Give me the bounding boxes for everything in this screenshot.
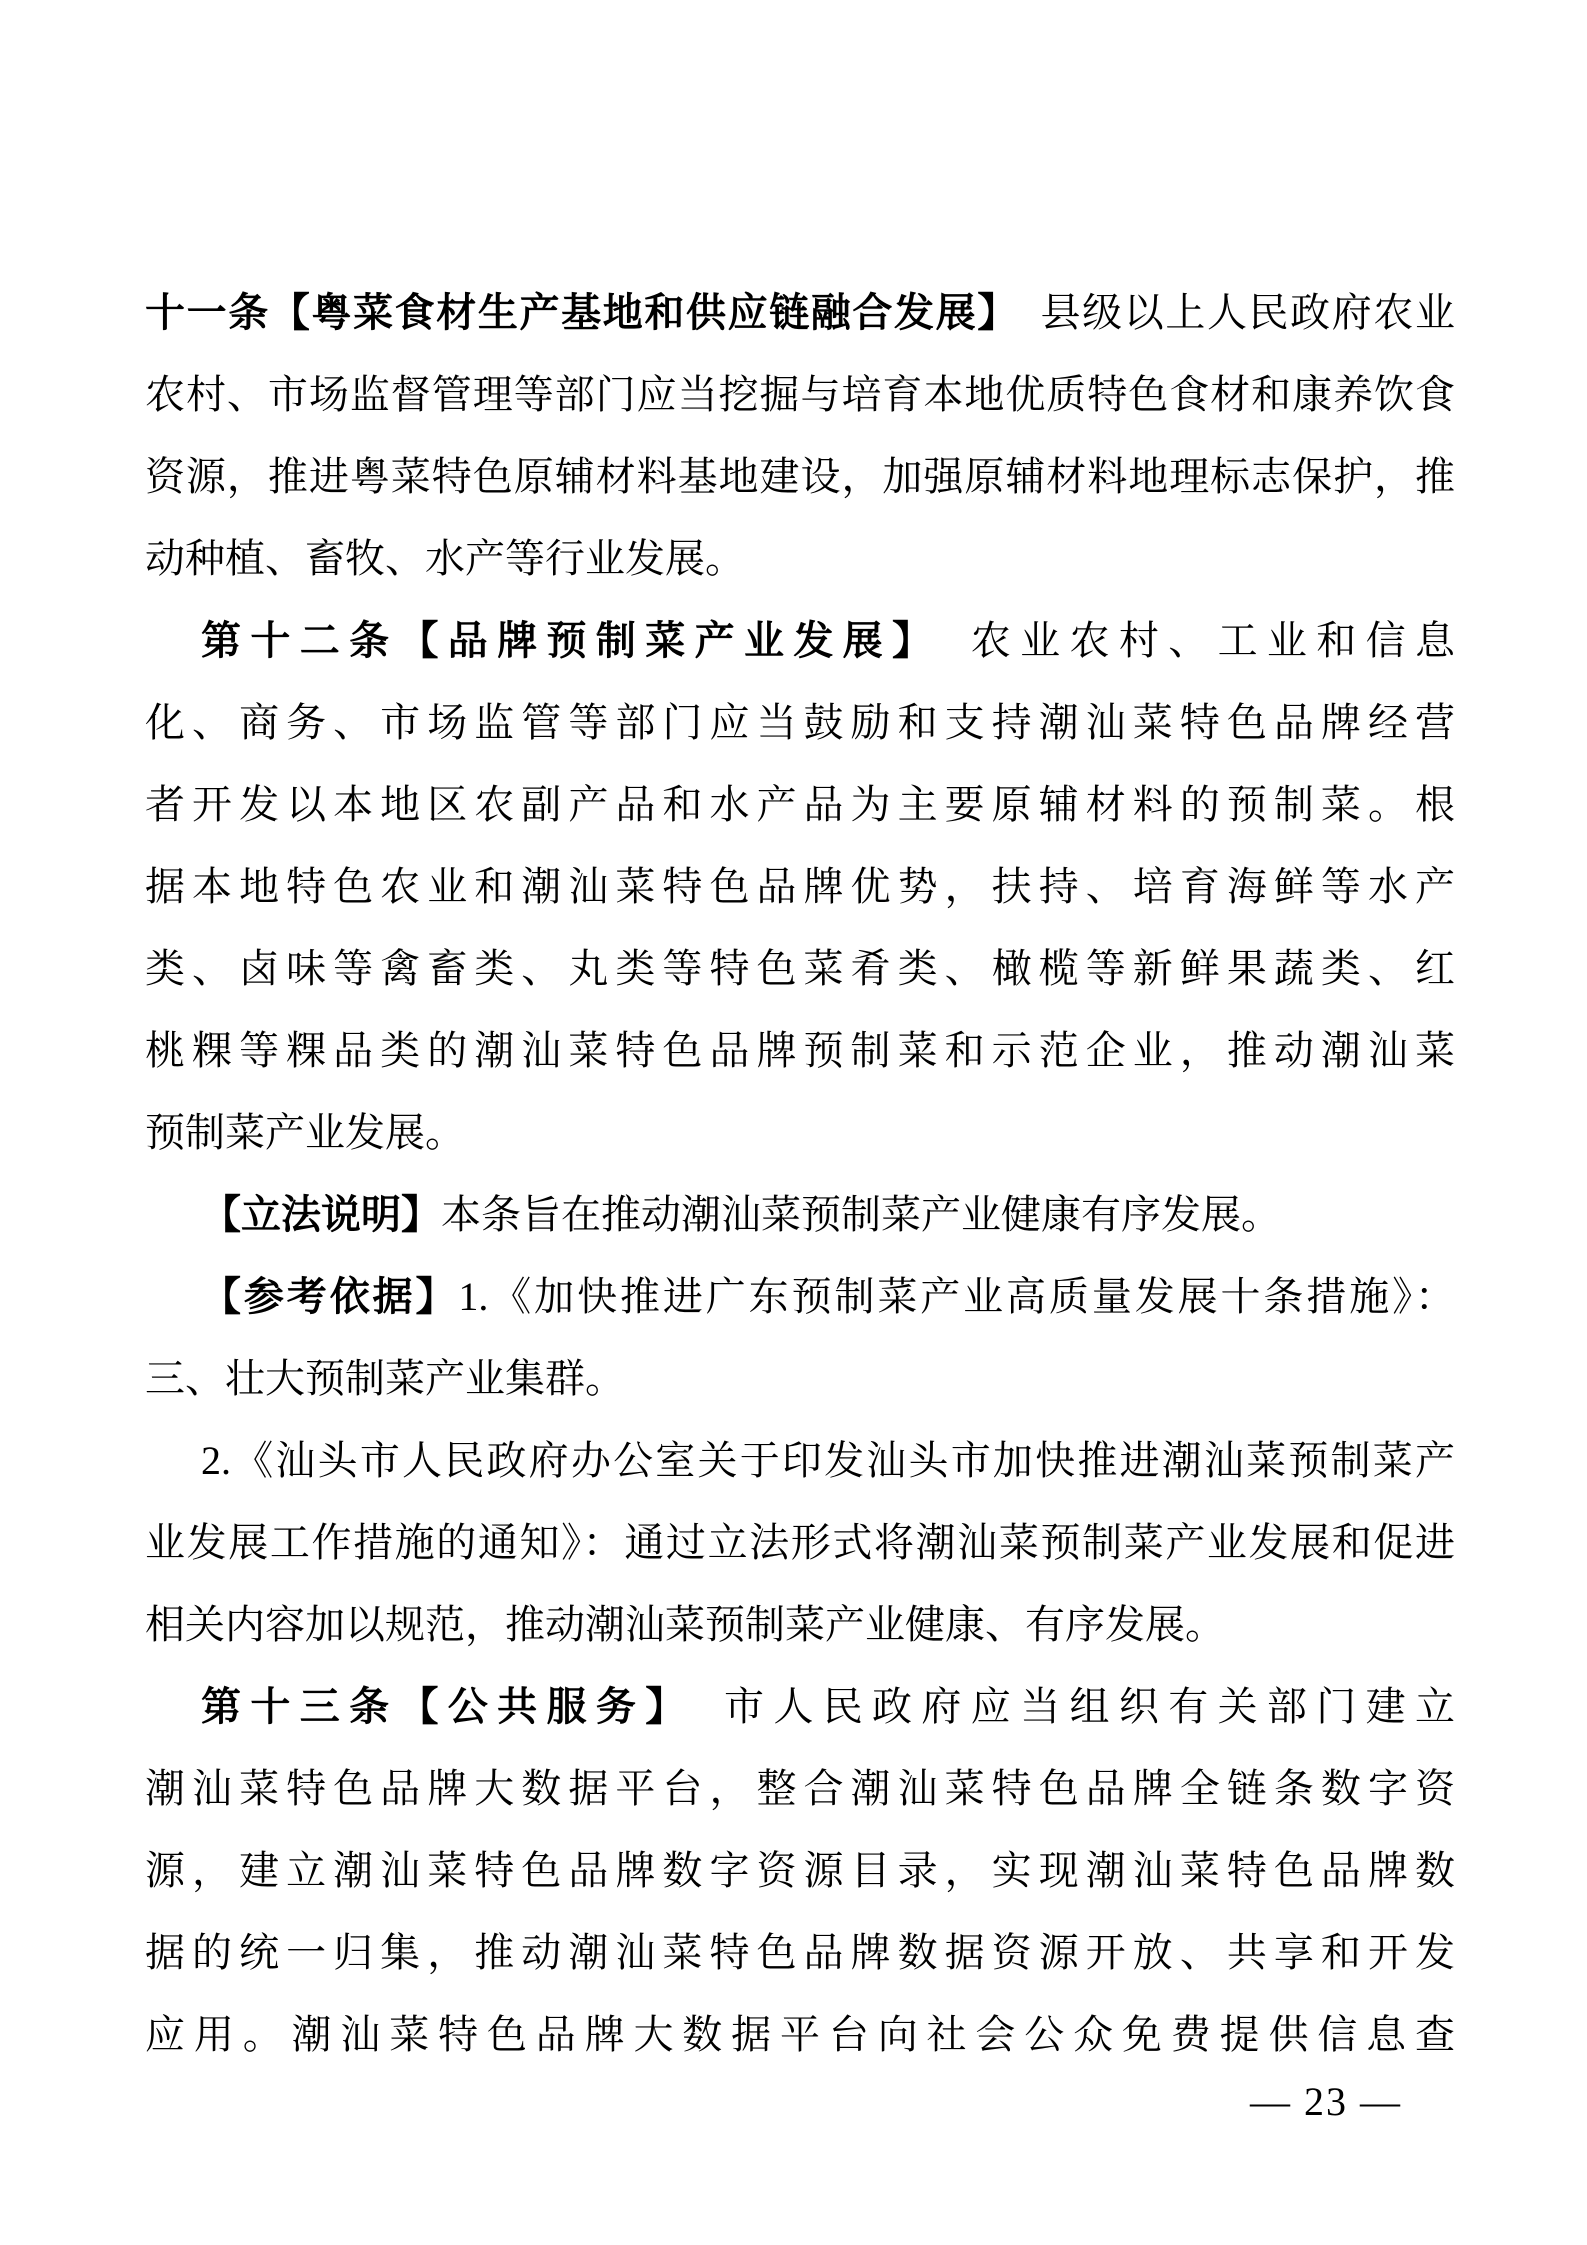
text-line xyxy=(145,1502,1455,1584)
text-line xyxy=(145,1256,1455,1338)
text-line xyxy=(145,846,1455,928)
text-line xyxy=(145,1338,1455,1420)
text-line xyxy=(145,1420,1455,1502)
note-label: 【立法说明】 xyxy=(201,1192,441,1237)
text-line xyxy=(145,1010,1455,1092)
line-text: 1.《加快推进广东预制菜产业高质量发展十条措施》： xyxy=(458,1274,1456,1319)
line-text: 者开发以本地区农副产品和水产品为主要原辅材料的预制菜。根 xyxy=(145,782,1455,827)
article-heading: 第十三条【公共服务】 xyxy=(201,1684,675,1729)
text-line xyxy=(145,1748,1455,1830)
text-line xyxy=(145,1174,1455,1256)
text-line xyxy=(145,1912,1455,1994)
text-line xyxy=(145,928,1455,1010)
line-text: 应用。潮汕菜特色品牌大数据平台向社会公众免费提供信息查 xyxy=(145,2012,1455,2057)
text-line xyxy=(145,600,1455,682)
text-line xyxy=(145,1830,1455,1912)
text-line xyxy=(145,1994,1455,2076)
text-line xyxy=(145,518,1455,600)
line-text: 县级以上人民政府农业 xyxy=(998,290,1456,335)
line-text: 农村、市场监督管理等部门应当挖掘与培育本地优质特色食材和康养饮食 xyxy=(145,372,1455,417)
note-label: 【参考依据】 xyxy=(201,1274,459,1319)
text-line xyxy=(145,436,1455,518)
line-text: 资源，推进粤菜特色原辅材料基地建设，加强原辅材料地理标志保护，推 xyxy=(145,454,1455,499)
line-text: 源，建立潮汕菜特色品牌数字资源目录，实现潮汕菜特色品牌数 xyxy=(145,1848,1455,1893)
line-text: 业发展工作措施的通知》：通过立法形式将潮汕菜预制菜产业发展和促进 xyxy=(145,1520,1455,1565)
text-line xyxy=(145,272,1455,354)
line-text: 本条旨在推动潮汕菜预制菜产业健康有序发展。 xyxy=(441,1192,1281,1237)
line-text: 据本地特色农业和潮汕菜特色品牌优势，扶持、培育海鲜等水产 xyxy=(145,864,1455,909)
line-text: 类、卤味等禽畜类、丸类等特色菜肴类、橄榄等新鲜果蔬类、红 xyxy=(145,946,1455,991)
line-text: 相关内容加以规范，推动潮汕菜预制菜产业健康、有序发展。 xyxy=(145,1602,1225,1647)
line-text: 三、壮大预制菜产业集群。 xyxy=(145,1356,625,1401)
document-content xyxy=(145,272,1455,2076)
article-heading: 第十二条【品牌预制菜产业发展】 xyxy=(201,618,922,663)
line-text: 潮汕菜特色品牌大数据平台，整合潮汕菜特色品牌全链条数字资 xyxy=(145,1766,1455,1811)
line-text: 农业农村、工业和信息 xyxy=(921,618,1456,663)
article-heading: 十一条【粤菜食材生产基地和供应链融合发展】 xyxy=(145,290,999,335)
text-line xyxy=(145,354,1455,436)
text-line xyxy=(145,764,1455,846)
text-line xyxy=(145,1666,1455,1748)
text-line xyxy=(145,682,1455,764)
line-text: 桃粿等粿品类的潮汕菜特色品牌预制菜和示范企业，推动潮汕菜 xyxy=(145,1028,1455,1073)
line-text: 化、商务、市场监管等部门应当鼓励和支持潮汕菜特色品牌经营 xyxy=(145,700,1455,745)
line-text: 市人民政府应当组织有关部门建立 xyxy=(674,1684,1456,1729)
text-line xyxy=(145,1584,1455,1666)
line-text: 2.《汕头市人民政府办公室关于印发汕头市加快推进潮汕菜预制菜产 xyxy=(201,1438,1455,1483)
line-text: 动种植、畜牧、水产等行业发展。 xyxy=(145,536,745,581)
line-text: 预制菜产业发展。 xyxy=(145,1110,465,1155)
line-text: 据的统一归集，推动潮汕菜特色品牌数据资源开放、共享和开发 xyxy=(145,1930,1455,1975)
page-number: — 23 — xyxy=(1250,2079,1402,2124)
text-line xyxy=(145,1092,1455,1174)
